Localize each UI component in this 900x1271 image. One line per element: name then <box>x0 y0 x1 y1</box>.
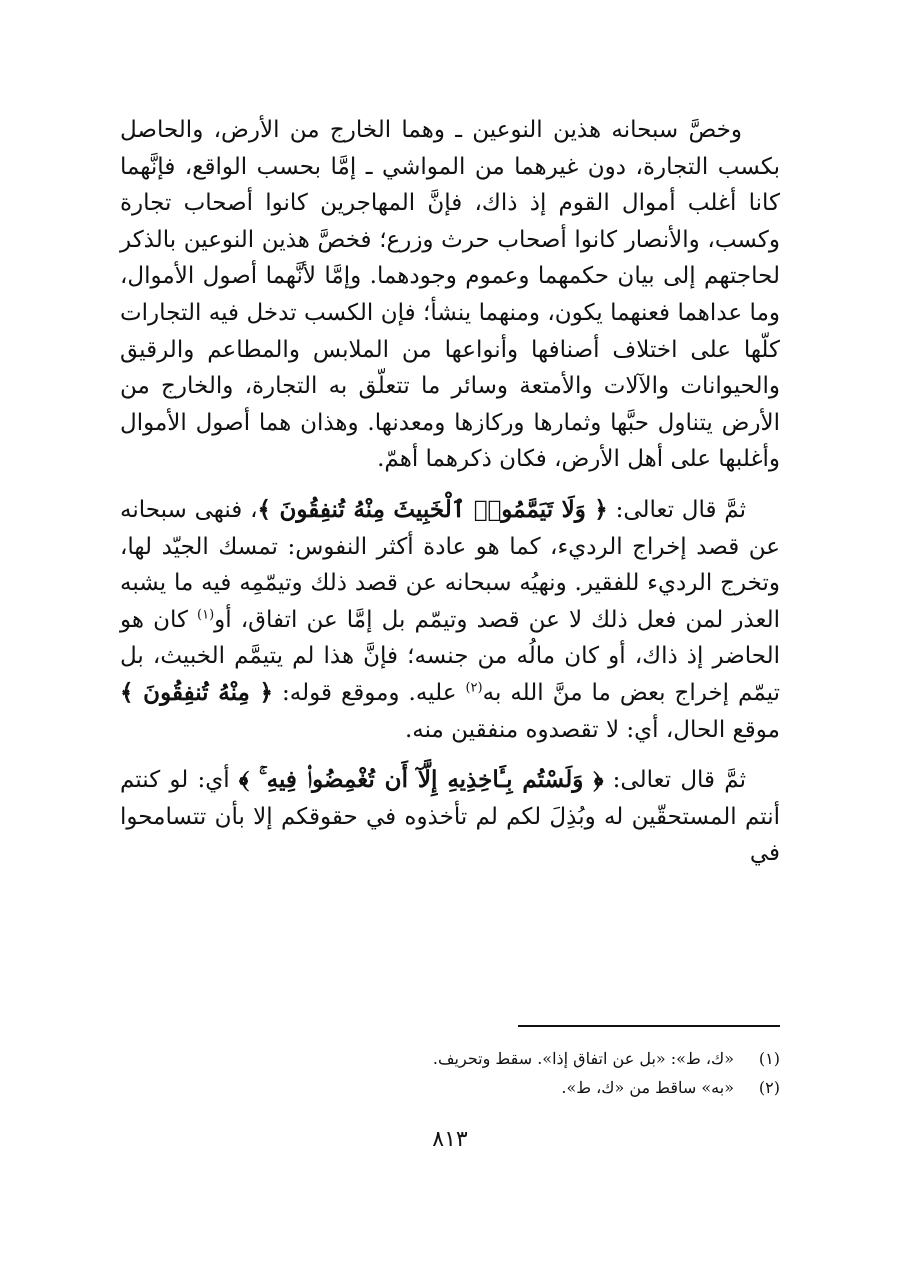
footnote-ref: (٢) <box>465 680 483 696</box>
text-segment: عليه. وموقع قوله: <box>273 679 466 706</box>
text-segment: وخصَّ سبحانه هذين النوعين ـ وهما الخارج من الأرض، والحاصل بكسب التجارة، دون غيرهما من المواشي ـ إمَّا بحسب الواقع، فإنَّهما كانا أغلب أموال القوم إذ ذاك، فإنَّ المهاجرين كانوا أصحاب تجارة وكسب، والأنصار كانوا أصحاب حرث وزرع؛ فخصَّ هذين النوعين بالذكر لحاجتهم إلى بيان حكمهما وعموم وجودهما. وإمَّا لأنَّهما أصول الأموال، وما عداهما فعنهما يكون، ومنهما ينشأ؛ فإن الكسب تدخل فيه التجارات كلّها على اختلاف أصنافها وأنواعها من الملابس والمطاعم والرقيق والحيوانات والآلات والأمتعة وسائر ما تتعلّق به التجارة، والخارج من الأرض يتناول حبَّها وثمارها وركازها ومعدنها. وهذان هما أصول الأموال وأغلبها على أهل الأرض، فكان ذكرهما أهمّ. <box>120 117 780 473</box>
quran-verse: ﴿ وَلَا تَيَمَّمُوا۟ ٱلْخَبِيثَ مِنْهُ تُنفِقُونَ ﴾ <box>257 495 608 523</box>
page-number: ٨١٣ <box>432 1127 468 1152</box>
text-segment: ثمَّ قال تعالى: <box>603 767 746 794</box>
footnote-number: (١) <box>758 1049 780 1068</box>
footnote <box>120 1044 780 1073</box>
footnote-divider <box>518 1025 780 1027</box>
text-segment: كان هو الحاضر إذ ذاك، أو كان مالُه من جنسه؛ فإنَّ هذا لم يتيمَّم الخبيث، بل تيمّم إخراج بعض ما منَّ الله به <box>120 606 780 706</box>
text-segment: موقع الحال، أي: لا تقصدوه منفقين منه. <box>404 716 780 743</box>
paragraph <box>120 492 780 748</box>
quran-verse: ﴿ وَلَسْتُم بِـَٔاخِذِيهِ إِلَّآ أَن تُغْمِضُوا۟ فِيهِ ۚ ﴾ <box>238 766 604 794</box>
footnote-number: (٢) <box>758 1078 780 1097</box>
paragraph <box>120 762 780 872</box>
paragraph <box>120 112 780 478</box>
footnote-text: «ك، ط»: «بل عن اتفاق إذا». سقط وتحريف. <box>432 1049 734 1068</box>
text-segment: ، فنهى سبحانه عن قصد إخراج الرديء، كما هو عادة أكثر النفوس: تمسك الجيّد لها، وتخرج الرديء للفقير. ونهيُه سبحانه عن قصد ذلك وتيمّمِه فيه ما يشبه العذر لمن فعل ذلك لا عن قصد وتيمّم بل إمَّا عن اتفاق، أو <box>120 496 780 633</box>
footnote-text: «به» ساقط من «ك، ط». <box>561 1078 734 1097</box>
text-segment: ثمَّ قال تعالى: <box>607 496 746 523</box>
footnote <box>120 1073 780 1102</box>
body-text <box>120 112 780 886</box>
text-segment: أي: لو كنتم أنتم المستحقّين له وبُذِلَ لكم لم تأخذوه في حقوقكم إلا بأن تتسامحوا في <box>120 767 780 867</box>
footnotes <box>120 1044 780 1102</box>
footnote-ref: (١) <box>197 607 215 623</box>
quran-verse: ﴿ مِنْهُ تُنفِقُونَ ﴾ <box>120 678 274 706</box>
